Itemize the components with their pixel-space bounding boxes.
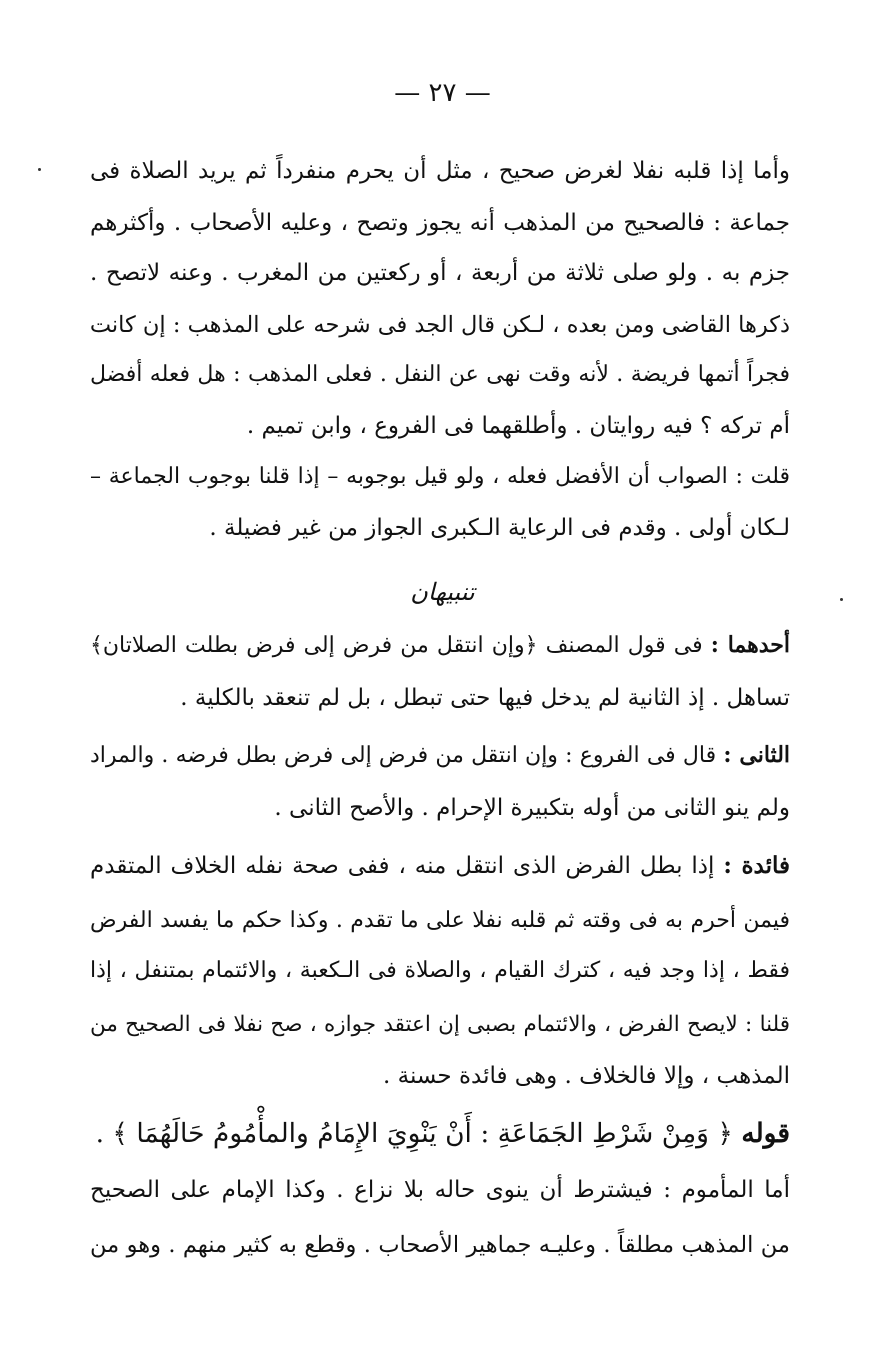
note-first-line-2: تساهل . إذ الثانية لم يدخل فيها حتى تبطل ، بل لم تنعقد بالكلية . xyxy=(180,685,790,711)
speck-mark xyxy=(38,168,41,171)
quote-line xyxy=(90,1118,790,1150)
quote-prefix: قوله xyxy=(741,1118,790,1149)
note-first-term: أحدهما : xyxy=(710,632,790,658)
section-heading: تنبيهان xyxy=(410,578,475,606)
text-line-5: فجراً أتمها فريضة . لأنه وقت نهى عن النفل . فعلى المذهب : هل فعله أفضل xyxy=(90,362,791,387)
page-number: — ٢٧ — xyxy=(394,78,491,108)
text-line-8: لـكان أولى . وقدم فى الرعاية الـكبرى الجواز من غير فضيلة . xyxy=(209,515,790,541)
benefit-line-5: المذهب ، وإلا فالخلاف . وهى فائدة حسنة . xyxy=(383,1063,790,1089)
quote-text: ﴿ وَمِنْ شَرْطِ الجَمَاعَةِ : أَنْ يَنْوِيَ الإِمَامُ والمأْمُومُ حَالَهُمَا ﴾ . xyxy=(95,1118,733,1149)
benefit-text: إذا بطل الفرض الذى انتقل منه ، ففى صحة نفله الخلاف المتقدم xyxy=(90,853,715,879)
note-second-text: قال فى الفروع : وإن انتقل من فرض إلى فرض بطل فرضه . والمراد xyxy=(90,743,717,768)
text-line-6: أم تركه ؟ فيه روايتان . وأطلقهما فى الفروع ، وابن تميم . xyxy=(246,413,790,439)
benefit-line-1 xyxy=(90,852,790,881)
benefit-line-2: فيمن أحرم به فى وقته ثم قلبه نفلا على ما تقدم . وكذا حكم ما يفسد الفرض xyxy=(90,908,790,933)
speck-mark xyxy=(840,598,843,601)
text-line-1: وأما إذا قلبه نفلا لغرض صحيح ، مثل أن يحرم منفرداً ثم يريد الصلاة فى xyxy=(90,158,790,184)
note-second-line-1 xyxy=(90,742,790,769)
text-line-2: جماعة : فالصحيح من المذهب أنه يجوز وتصح ، وعليه الأصحاب . وأكثرهم xyxy=(90,210,790,236)
note-second-line-2: ولم ينو الثانى من أوله بتكبيرة الإحرام . والأصح الثانى . xyxy=(274,795,790,821)
note-second-term: الثانى : xyxy=(723,742,791,768)
text-line-7: قلت : الصواب أن الأفضل فعله ، ولو قيل بوجوبه – إذا قلنا بوجوب الجماعة – xyxy=(90,464,790,489)
text-line-3: جزم به . ولو صلى ثلاثة من أربعة ، أو ركعتين من المغرب . وعنه لاتصح . xyxy=(90,260,790,286)
benefit-term: فائدة : xyxy=(723,852,791,879)
closing-line-1: أما المأموم : فيشترط أن ينوى حاله بلا نزاع . وكذا الإمام على الصحيح xyxy=(90,1177,790,1203)
benefit-line-3: فقط ، إذا وجد فيه ، كترك القيام ، والصلاة فى الـكعبة ، والائتمام بمتنفل ، إذا xyxy=(90,958,790,983)
note-first-text: فى قول المصنف ﴿وإن انتقل من فرض إلى فرض بطلت الصلاتان﴾ xyxy=(90,633,703,658)
note-first-line-1 xyxy=(90,632,790,659)
closing-line-2: من المذهب مطلقاً . وعليـه جماهير الأصحاب . وقطع به كثير منهم . وهو من xyxy=(90,1232,790,1258)
text-line-4: ذكرها القاضى ومن بعده ، لـكن قال الجد فى شرحه على المذهب : إن كانت xyxy=(89,312,790,338)
benefit-line-4: قلنا : لايصح الفرض ، والائتمام بصبى إن اعتقد جوازه ، صح نفلا فى الصحيح من xyxy=(90,1012,790,1037)
